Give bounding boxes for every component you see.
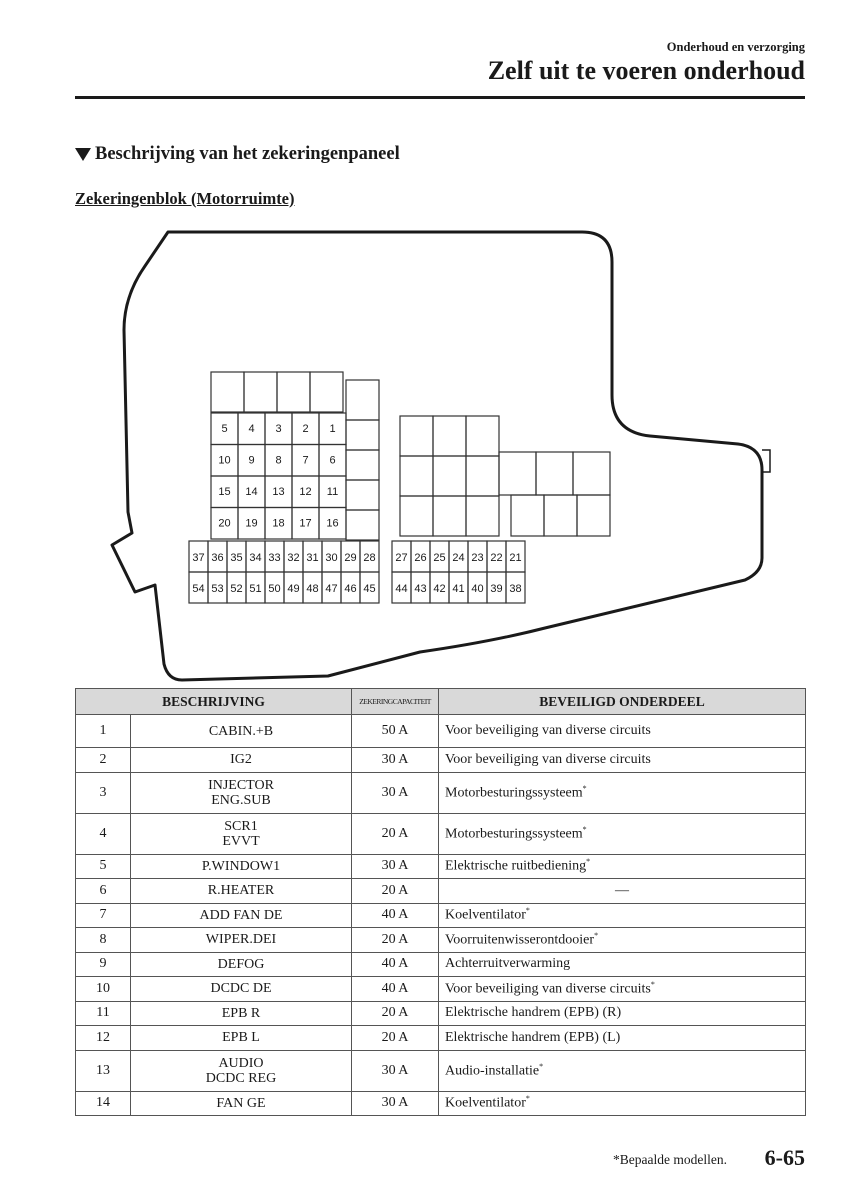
- fuse-label: 11: [326, 486, 339, 498]
- fuse-name: [131, 928, 352, 953]
- fuse-number: 14: [76, 1091, 131, 1116]
- fuse-label: 38: [509, 583, 522, 595]
- fuse-label: 21: [509, 552, 522, 564]
- fuse-label: 10: [218, 454, 231, 467]
- table-row: [76, 977, 806, 1002]
- component-text: Voor beveiliging van diverse circuits: [445, 981, 651, 997]
- fuse-label: 15: [218, 486, 231, 498]
- fuse-name-line-2: DCDC REG: [205, 1070, 277, 1086]
- protected-component: [439, 977, 806, 1002]
- protected-component: [439, 1091, 806, 1116]
- component-text: Elektrische handrem (EPB) (L): [445, 1029, 621, 1045]
- fuse-label: 31: [306, 552, 319, 564]
- component-text: Koelventilator: [445, 908, 526, 924]
- fuse-label: 24: [452, 552, 465, 564]
- relay-slot: [499, 452, 536, 495]
- fuse-label: 33: [268, 552, 281, 564]
- fuse-label: 49: [287, 583, 300, 595]
- relay-slot: [400, 456, 433, 496]
- protected-component: [439, 952, 806, 977]
- protected-component: [439, 1026, 806, 1051]
- fuse-number: 12: [76, 1026, 131, 1051]
- fuse-name: [131, 1091, 352, 1116]
- col-header-capacity: ZEKERINGCAPACITEIT: [352, 689, 439, 715]
- fuse-number: 8: [76, 928, 131, 953]
- fuse-name: [131, 903, 352, 928]
- fuse-label: 46: [344, 583, 357, 595]
- fuse-name-line: DCDC DE: [210, 981, 272, 997]
- table-row: [76, 952, 806, 977]
- footnote: *Bepaalde modellen.: [613, 1152, 727, 1167]
- fuse-name-line: ADD FAN DE: [199, 907, 283, 923]
- component-text: Voorruitenwisserontdooier: [445, 932, 595, 948]
- table-row: [76, 1050, 806, 1091]
- col-header-component: BEVEILIGD ONDERDEEL: [439, 689, 806, 715]
- fuse-name-line: WIPER.DEI: [205, 932, 277, 948]
- footnote-marker: *: [594, 930, 599, 940]
- fuse-label: 37: [192, 552, 205, 564]
- fuse-label: 52: [230, 583, 243, 595]
- table-row: [76, 928, 806, 953]
- running-header-title: Zelf uit te voeren onderhoud: [487, 56, 805, 85]
- fuse-name: [131, 1001, 352, 1026]
- fuse-label: 44: [395, 583, 408, 595]
- fuse-capacity: 20 A: [352, 1001, 439, 1026]
- fuse-number: 4: [76, 813, 131, 854]
- fuse-label: 17: [299, 517, 312, 530]
- fuse-name-line: AUDIO: [218, 1055, 264, 1071]
- fuse-label: 9: [248, 454, 255, 467]
- fuse-label: 48: [306, 583, 319, 595]
- fuse-number: 7: [76, 903, 131, 928]
- fuse-label: 35: [230, 552, 243, 564]
- table-row: [76, 854, 806, 879]
- fuse-name: [131, 813, 352, 854]
- component-text: Motorbesturingssysteem: [445, 785, 583, 801]
- fuse-label: 51: [249, 583, 262, 595]
- footnote-marker: *: [582, 783, 587, 793]
- fuse-label: 2: [302, 423, 309, 435]
- protected-component: [439, 772, 806, 813]
- fuse-name: [131, 748, 352, 773]
- section-heading-text: Beschrijving van het zekeringenpaneel: [95, 144, 400, 164]
- protected-component: [439, 879, 806, 904]
- table-row: [76, 715, 806, 748]
- fuse-label: 3: [275, 423, 282, 435]
- fuse-name-line-2: EVVT: [222, 833, 260, 849]
- component-text: Audio-installatie: [445, 1063, 540, 1079]
- fuse-name: [131, 1026, 352, 1051]
- table-header-row: [76, 689, 806, 715]
- footnote-marker: *: [650, 979, 655, 989]
- fuse-name-line: CABIN.+B: [208, 723, 274, 739]
- fuse-capacity: 40 A: [352, 977, 439, 1002]
- spare-slot: [346, 480, 379, 510]
- table-row: [76, 879, 806, 904]
- relay-slot: [544, 495, 577, 536]
- component-text: Voor beveiliging van diverse circuits: [445, 723, 651, 738]
- table-row: [76, 903, 806, 928]
- relay-slot: [244, 372, 277, 412]
- fuse-label: 40: [471, 583, 484, 595]
- fuse-number: 11: [76, 1001, 131, 1026]
- fuse-capacity: 30 A: [352, 1091, 439, 1116]
- protected-component: [439, 1001, 806, 1026]
- fuse-label: 23: [471, 552, 484, 564]
- relay-slot: [433, 496, 466, 536]
- fuse-label: 36: [211, 552, 224, 564]
- footnote-marker: *: [539, 1061, 544, 1071]
- table-row: [76, 1026, 806, 1051]
- footnote-marker: *: [525, 1094, 530, 1104]
- component-text: Elektrische ruitbediening: [445, 859, 587, 875]
- relay-slot: [400, 416, 433, 456]
- fuse-name: [131, 772, 352, 813]
- table-row: [76, 813, 806, 854]
- table-row: [76, 1091, 806, 1116]
- fuse-label: 32: [287, 552, 300, 564]
- fuse-name: [131, 1050, 352, 1091]
- subsection-heading: Zekeringenblok (Motorruimte): [75, 189, 295, 208]
- fuse-capacity: 20 A: [352, 928, 439, 953]
- fuse-label: 18: [272, 517, 285, 530]
- fuse-capacity: 30 A: [352, 1050, 439, 1091]
- fuse-name-line-2: ENG.SUB: [211, 792, 271, 808]
- relay-slot: [211, 372, 244, 412]
- fuse-label: 7: [302, 454, 309, 467]
- component-text: —: [615, 882, 629, 898]
- fuse-number: 13: [76, 1050, 131, 1091]
- protected-component: [439, 928, 806, 953]
- protected-component: [439, 715, 806, 748]
- footnote-marker: *: [582, 824, 587, 834]
- fuse-number: 10: [76, 977, 131, 1002]
- fuse-label: 29: [344, 552, 357, 564]
- fuse-capacity: 30 A: [352, 772, 439, 813]
- footnote-marker: *: [525, 906, 530, 916]
- fuse-name-line: DEFOG: [217, 956, 265, 972]
- fuse-label: 28: [363, 552, 376, 564]
- fuse-label: 20: [218, 517, 231, 530]
- fuse-number: 5: [76, 854, 131, 879]
- fuse-name: [131, 952, 352, 977]
- relay-slot: [577, 495, 610, 536]
- fuse-capacity: 20 A: [352, 813, 439, 854]
- relay-slot: [346, 380, 379, 420]
- fuse-label: 43: [414, 583, 427, 595]
- relay-slot: [466, 496, 499, 536]
- relay-slot: [466, 416, 499, 456]
- fuse-name-line: EPB R: [221, 1005, 261, 1021]
- fuse-name: [131, 715, 352, 748]
- fuse-name-line: FAN GE: [216, 1095, 266, 1111]
- col-header-description: BESCHRIJVING: [76, 689, 352, 715]
- fuse-label: 26: [414, 552, 427, 564]
- relay-slot: [310, 372, 343, 412]
- spare-slot: [346, 510, 379, 540]
- fuse-label: 30: [325, 552, 338, 564]
- fuse-label: 50: [268, 583, 281, 595]
- fuse-label: 1: [329, 423, 336, 435]
- relay-slot: [433, 456, 466, 496]
- fuse-name-line: INJECTOR: [208, 777, 274, 793]
- fuse-number: 2: [76, 748, 131, 773]
- fuse-number: 3: [76, 772, 131, 813]
- protected-component: [439, 813, 806, 854]
- fuse-label: 6: [329, 454, 336, 467]
- fuse-name: [131, 854, 352, 879]
- fuse-name-line: IG2: [230, 752, 252, 768]
- fuse-name-line: P.WINDOW1: [201, 858, 281, 874]
- fuse-label: 4: [248, 423, 255, 435]
- page-number: 6-65: [764, 1145, 805, 1170]
- fuse-name: [131, 879, 352, 904]
- protected-component: [439, 1050, 806, 1091]
- relay-slot: [511, 495, 544, 536]
- protected-component: [439, 854, 806, 879]
- fuse-label: 27: [395, 552, 408, 564]
- fuse-label: 14: [245, 486, 258, 498]
- spare-slot: [346, 420, 379, 450]
- relay-slot: [433, 416, 466, 456]
- fuse-label: 22: [490, 552, 503, 564]
- component-text: Motorbesturingssysteem: [445, 826, 583, 842]
- fuse-label: 13: [272, 486, 285, 498]
- relay-slot: [573, 452, 610, 495]
- fuse-capacity: 30 A: [352, 854, 439, 879]
- fuse-name-line: SCR1: [224, 818, 258, 834]
- fuse-number: 9: [76, 952, 131, 977]
- protected-component: [439, 748, 806, 773]
- footnote-marker: *: [586, 857, 591, 867]
- relay-slot: [400, 496, 433, 536]
- fuse-label: 16: [326, 517, 339, 530]
- component-text: Koelventilator: [445, 1096, 526, 1112]
- fuse-number: 6: [76, 879, 131, 904]
- relay-slot: [536, 452, 573, 495]
- fuse-name: [131, 977, 352, 1002]
- table-row: [76, 1001, 806, 1026]
- fuse-capacity: 40 A: [352, 903, 439, 928]
- component-text: Voor beveiliging van diverse circuits: [445, 751, 651, 767]
- fuse-label: 42: [433, 583, 446, 595]
- fuse-capacity: 20 A: [352, 879, 439, 904]
- fuse-table: [75, 688, 806, 1116]
- protected-component: [439, 903, 806, 928]
- fuse-number: 1: [76, 715, 131, 748]
- fuse-capacity: 20 A: [352, 1026, 439, 1051]
- fuse-label: 19: [245, 517, 258, 530]
- fuse-label: 25: [433, 552, 446, 564]
- fuse-label: 53: [211, 583, 224, 595]
- spare-slot: [346, 450, 379, 480]
- fuse-label: 47: [325, 583, 338, 595]
- fuse-label: 5: [221, 423, 228, 435]
- fuse-label: 12: [299, 486, 312, 498]
- fuse-capacity: 40 A: [352, 952, 439, 977]
- fuse-name-line: R.HEATER: [207, 883, 275, 899]
- relay-slot: [466, 456, 499, 496]
- fuse-label: 39: [490, 583, 503, 595]
- fuse-label: 54: [192, 583, 205, 595]
- component-text: Elektrische handrem (EPB) (R): [445, 1005, 622, 1021]
- table-row: [76, 748, 806, 773]
- component-text: Achterruitverwarming: [445, 956, 571, 972]
- fuse-label: 8: [275, 454, 282, 467]
- fuse-capacity: 30 A: [352, 748, 439, 773]
- relay-slot: [277, 372, 310, 412]
- fuse-capacity: 50 A: [352, 715, 439, 748]
- fuse-label: 45: [363, 583, 376, 595]
- fuse-label: 41: [452, 583, 465, 595]
- fuse-name-line: EPB L: [222, 1030, 260, 1046]
- fuse-label: 34: [249, 552, 262, 564]
- running-header-section: Onderhoud en verzorging: [666, 40, 805, 54]
- table-row: [76, 772, 806, 813]
